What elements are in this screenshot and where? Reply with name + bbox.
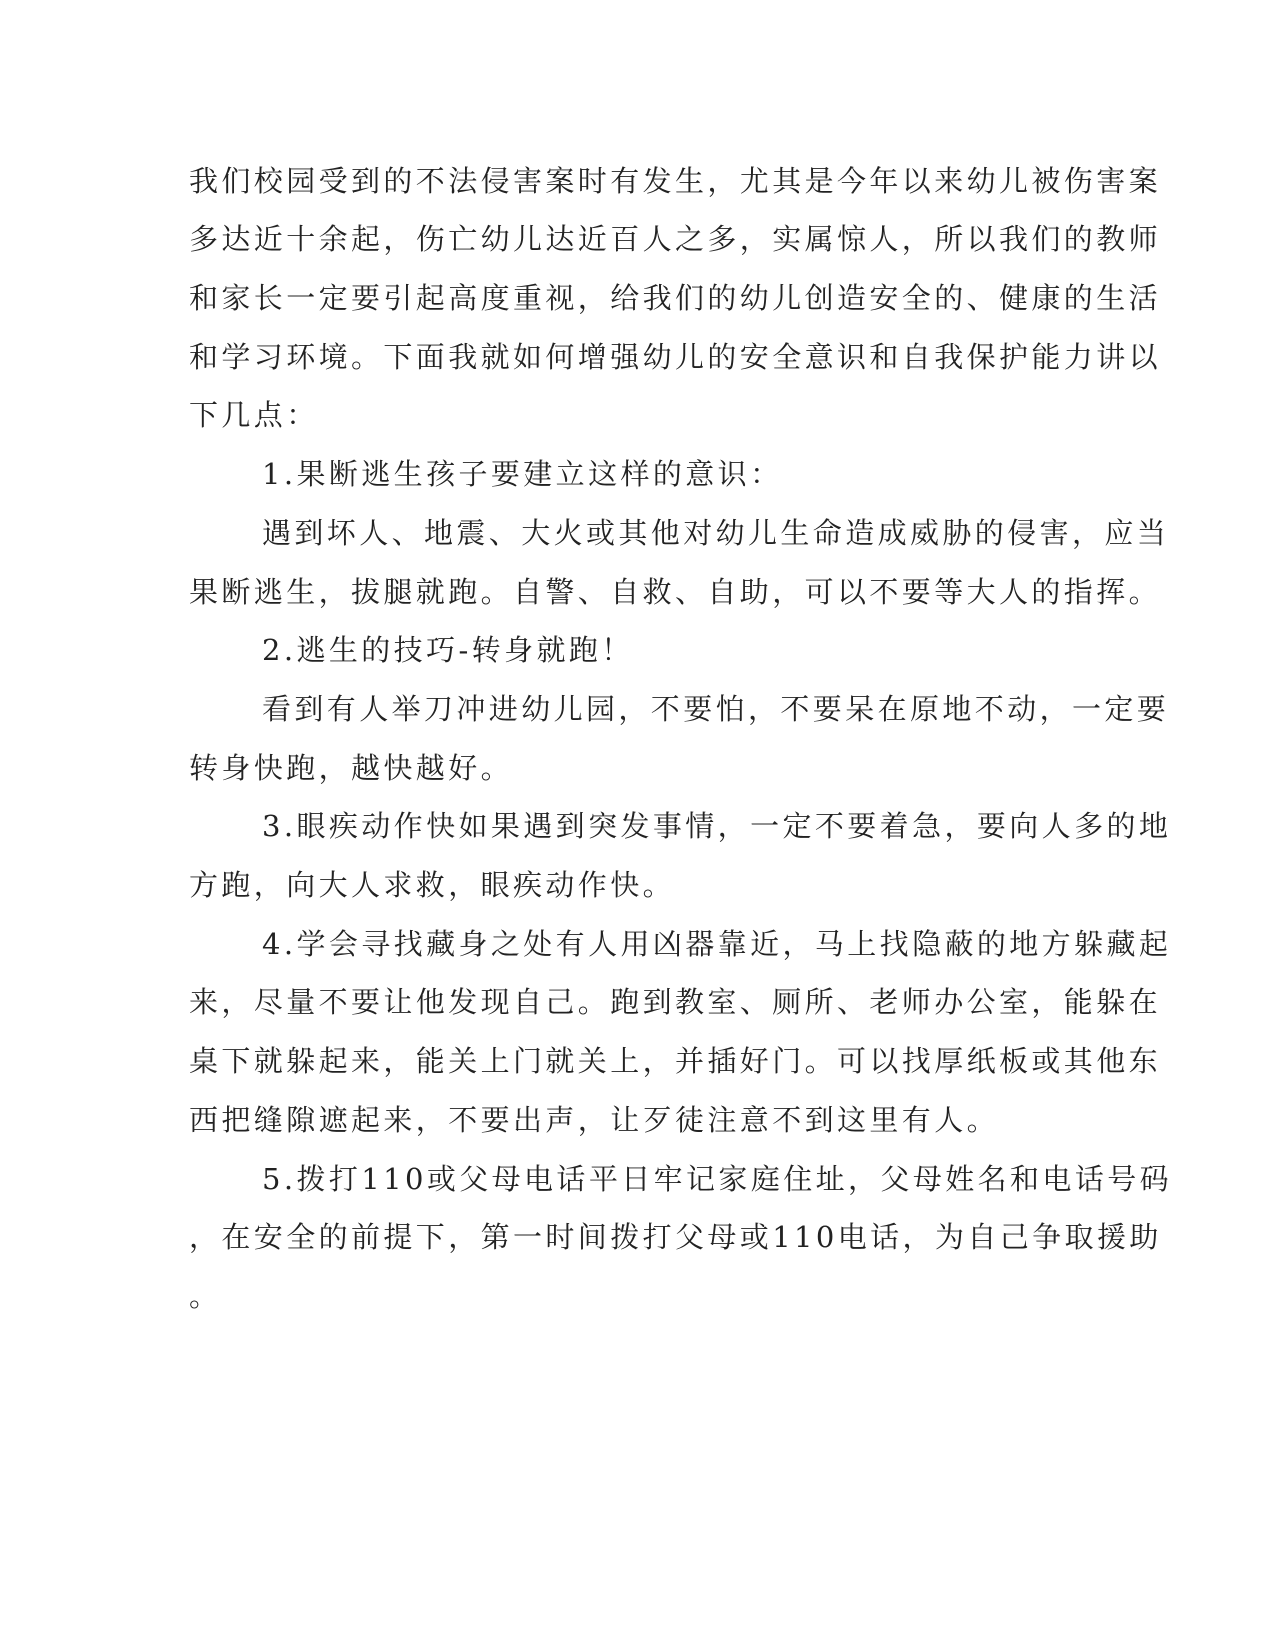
text-line: 果断逃生，拔腿就跑。自警、自救、自助，可以不要等大人的指挥。: [189, 575, 1162, 609]
text-line: ，在安全的前提下，第一时间拨打父母或110电话，为自己争取援助: [189, 1220, 1162, 1254]
section-heading: 5.拨打110或父母电话平日牢记家庭住址，父母姓名和电话号码: [262, 1162, 1173, 1196]
text-line: 我们校园受到的不法侵害案时有发生，尤其是今年以来幼儿被伤害案: [189, 164, 1162, 198]
text-line: 多达近十余起，伤亡幼儿达近百人之多，实属惊人，所以我们的教师: [189, 222, 1162, 256]
text-line: 遇到坏人、地震、大火或其他对幼儿生命造成威胁的侵害，应当: [262, 516, 1170, 550]
text-line: 。: [189, 1279, 222, 1313]
text-line: 西把缝隙遮起来，不要出声，让歹徒注意不到这里有人。: [189, 1103, 1000, 1137]
text-line: 来，尽量不要让他发现自己。跑到教室、厕所、老师办公室，能躲在: [189, 985, 1162, 1019]
text-line: 看到有人举刀冲进幼儿园，不要怕，不要呆在原地不动，一定要: [262, 692, 1170, 726]
text-line: 转身快跑，越快越好。: [189, 751, 514, 785]
text-line: 和学习环境。下面我就如何增强幼儿的安全意识和自我保护能力讲以: [189, 340, 1162, 374]
text-line: 和家长一定要引起高度重视，给我们的幼儿创造安全的、健康的生活: [189, 281, 1162, 315]
text-line: 方跑，向大人求救，眼疾动作快。: [189, 868, 676, 902]
section-heading: 4.学会寻找藏身之处有人用凶器靠近，马上找隐蔽的地方躲藏起: [262, 927, 1172, 961]
text-line: 下几点：: [189, 398, 319, 432]
section-heading: 1.果断逃生孩子要建立这样的意识：: [262, 457, 783, 491]
text-line: 桌下就躲起来，能关上门就关上，并插好门。可以找厚纸板或其他东: [189, 1044, 1162, 1078]
section-heading: 3.眼疾动作快如果遇到突发事情，一定不要着急，要向人多的地: [262, 809, 1172, 843]
section-heading: 2.逃生的技巧-转身就跑！: [262, 633, 634, 667]
